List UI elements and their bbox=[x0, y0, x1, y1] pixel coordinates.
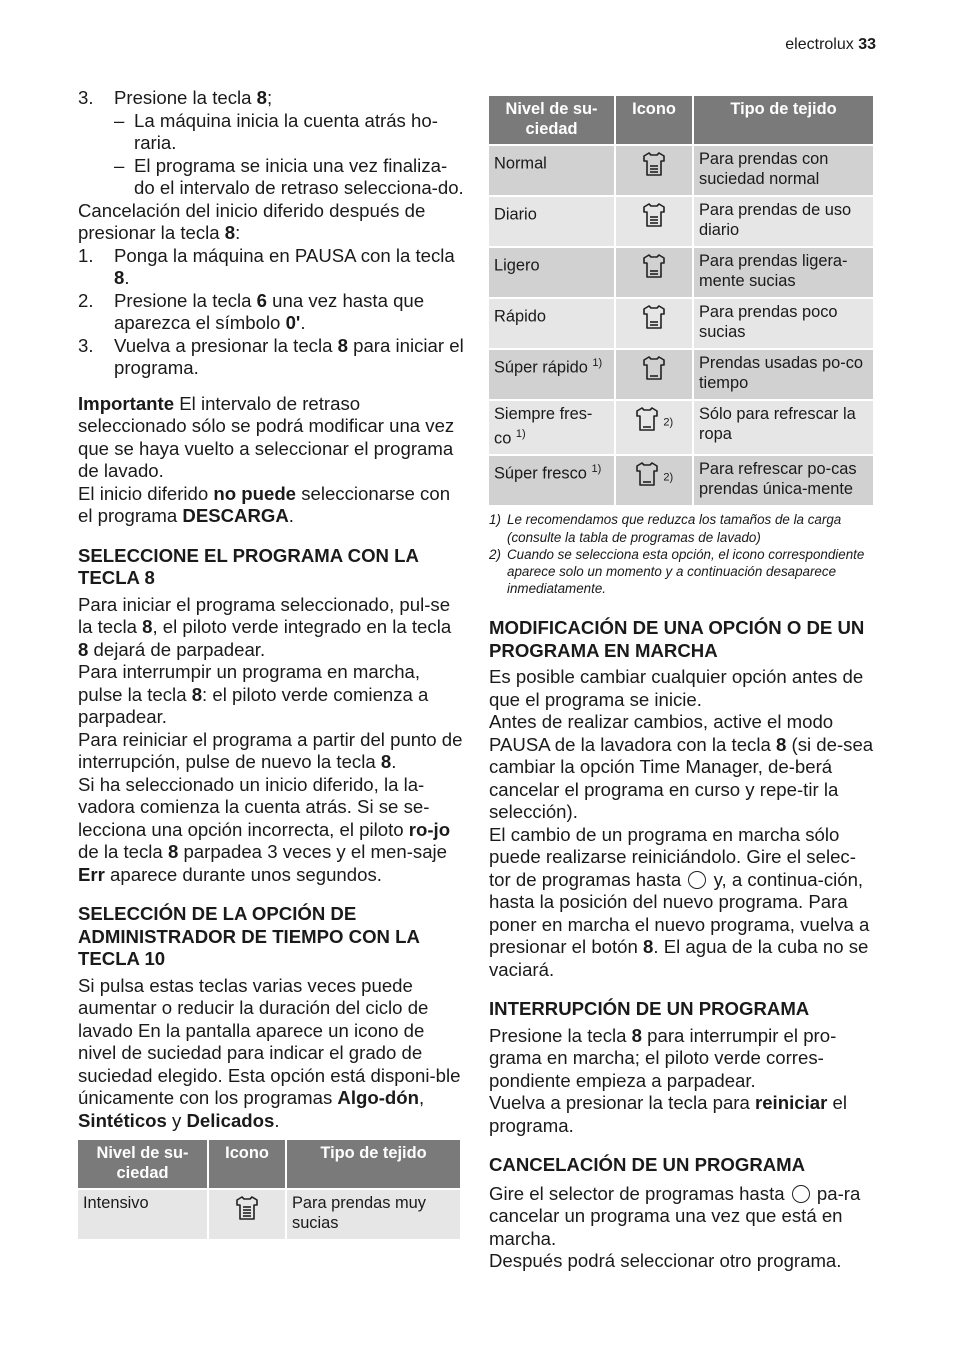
paragraph bbox=[78, 975, 464, 1133]
table-row bbox=[489, 401, 873, 456]
table-row bbox=[489, 299, 873, 350]
footnote-number: 2) bbox=[489, 546, 501, 562]
paragraph bbox=[78, 661, 464, 729]
table-row bbox=[489, 146, 873, 197]
table-row bbox=[489, 456, 873, 507]
level-text: Diario bbox=[494, 205, 537, 224]
icon-cell bbox=[616, 299, 692, 350]
text: Gire el selector de programas hasta bbox=[489, 1182, 790, 1204]
fabric-cell: Para prendas ligera-mente sucias bbox=[694, 248, 873, 299]
section-heading: SELECCIÓN DE LA OPCIÓN DE ADMINISTRADOR DE TIEMPO CON LA TECLA 10 bbox=[78, 903, 420, 969]
left-column bbox=[78, 87, 464, 1241]
text: El programa se inicia una vez finaliza-do el intervalo de retraso selecciona-do. bbox=[134, 154, 464, 198]
text: Ponga la máquina en PAUSA con la tecla bbox=[114, 244, 455, 266]
icon-cell bbox=[616, 248, 692, 299]
text: Para iniciar el programa seleccionado, pul-se la tecla bbox=[78, 593, 451, 637]
key-label: 8 bbox=[224, 222, 236, 243]
key-label: 8 bbox=[776, 733, 787, 755]
level-cell bbox=[489, 248, 614, 299]
soil-level-table bbox=[487, 96, 875, 507]
program-name: Sintéticos bbox=[78, 1109, 167, 1131]
section-heading: MODIFICACIÓN DE UNA OPCIÓN O DE UN PROGRAMA EN MARCHA bbox=[489, 617, 865, 661]
text: , el piloto verde integrado en la tecla bbox=[152, 616, 452, 637]
text: Presione la tecla bbox=[114, 289, 257, 311]
level-text: Ligero bbox=[494, 256, 540, 275]
text: Vuelva a presionar la tecla bbox=[114, 334, 338, 356]
right-column bbox=[489, 96, 877, 1273]
paragraph bbox=[78, 729, 464, 774]
icon-cell bbox=[209, 1190, 285, 1241]
footnote-ref: 2) bbox=[663, 416, 674, 429]
key-label: 8 bbox=[337, 334, 348, 356]
key-label: 8 bbox=[256, 87, 267, 108]
key-label: 8 bbox=[380, 751, 392, 772]
text: parpadea 3 veces y el men-saje bbox=[178, 841, 448, 862]
level-text: Normal bbox=[494, 154, 547, 173]
key-label: 8 bbox=[643, 936, 654, 958]
program-name: Delicados bbox=[186, 1109, 275, 1131]
key-label: 6 bbox=[256, 289, 267, 311]
footnote-ref: 1) bbox=[592, 357, 603, 369]
paragraph: Después podrá seleccionar otro programa. bbox=[489, 1250, 842, 1272]
paragraph bbox=[78, 483, 464, 528]
key-label: 8 bbox=[78, 638, 89, 660]
text: Vuelva a presionar la tecla para bbox=[489, 1092, 755, 1114]
text: Presione la tecla bbox=[114, 87, 257, 108]
off-position-icon bbox=[792, 1185, 810, 1203]
key-label: 8 bbox=[191, 683, 203, 705]
text: : el piloto verde comienza a parpadear. bbox=[78, 683, 429, 727]
text: . bbox=[124, 267, 130, 288]
table-header: Icono bbox=[209, 1140, 285, 1190]
icon-cell bbox=[616, 456, 692, 507]
paragraph bbox=[489, 824, 877, 982]
list-number: 1. bbox=[78, 244, 94, 266]
program-name: DESCARGA bbox=[182, 505, 289, 526]
table-row bbox=[489, 350, 873, 401]
level-text: Súper fresco bbox=[494, 464, 587, 483]
bold-text: no puede bbox=[213, 482, 297, 504]
section-heading: INTERRUPCIÓN DE UN PROGRAMA bbox=[489, 998, 810, 1020]
text: (si de-sea cambiar la opción Time Manager, de-berá cancelar el programa en curso y repe-tir la selección). bbox=[489, 733, 874, 823]
paragraph bbox=[489, 1025, 877, 1093]
fabric-cell: Prendas usadas po-co tiempo bbox=[694, 350, 873, 401]
important-note bbox=[78, 393, 464, 483]
text: Cancelación del inicio diferido después de presionar la tecla bbox=[78, 199, 426, 243]
text: Si ha seleccionado un inicio diferido, la la-vadora comienza la cuenta atrás. Si se se-lecciona una opción incorrecta, el piloto bbox=[78, 773, 430, 840]
level-text: Siempre fres-co bbox=[494, 405, 593, 448]
footnote-ref: 1) bbox=[591, 463, 602, 476]
page-number: 33 bbox=[858, 36, 876, 53]
list-number: 2. bbox=[78, 289, 94, 311]
text: . bbox=[300, 312, 306, 333]
text: el programa. bbox=[489, 1092, 847, 1136]
fabric-cell: Sólo para refrescar la ropa bbox=[694, 401, 873, 456]
icon-cell bbox=[616, 401, 692, 456]
icon-cell bbox=[616, 197, 692, 248]
level-text: Súper rápido bbox=[494, 358, 588, 377]
off-position-icon bbox=[688, 871, 706, 889]
footnote-ref: 1) bbox=[515, 428, 526, 440]
text: ; bbox=[266, 87, 273, 108]
shirt-1-line-icon bbox=[635, 473, 659, 491]
key-label: 8 bbox=[142, 616, 153, 637]
level-cell bbox=[489, 146, 614, 197]
footnote-number: 1) bbox=[489, 512, 501, 528]
shirt-1-line-icon bbox=[635, 418, 659, 436]
level-cell bbox=[489, 456, 614, 507]
brand-name: electrolux bbox=[785, 36, 854, 53]
paragraph bbox=[78, 774, 464, 887]
table-row bbox=[489, 248, 873, 299]
important-label: Importante bbox=[78, 392, 175, 414]
text: para interrumpir el pro-grama en marcha; el piloto verde corres-pondiente empieza a parpadear. bbox=[489, 1024, 837, 1091]
paragraph bbox=[78, 200, 464, 245]
icon-cell bbox=[616, 350, 692, 401]
list-item bbox=[78, 87, 464, 110]
fabric-cell: Para prendas de uso diario bbox=[694, 197, 873, 248]
text: El intervalo de retraso seleccionado sólo se podrá modificar una vez que se haya vuelto a seleccionar el programa de lavado. bbox=[78, 392, 455, 481]
fabric-cell: Para prendas muy sucias bbox=[287, 1190, 460, 1241]
fabric-cell: Para refrescar po-cas prendas única-mente bbox=[694, 456, 873, 507]
level-cell bbox=[489, 401, 614, 456]
sub-list-item bbox=[78, 110, 464, 155]
text: dejará de parpadear. bbox=[88, 638, 266, 660]
text: , bbox=[419, 1087, 425, 1108]
section-heading: CANCELACIÓN DE UN PROGRAMA bbox=[489, 1154, 806, 1176]
list-number: 3. bbox=[78, 87, 94, 108]
table-header: Tipo de tejido bbox=[694, 96, 873, 146]
shirt-4-lines-icon bbox=[235, 1207, 259, 1225]
text: para iniciar el programa. bbox=[114, 334, 464, 378]
level-text: Rápido bbox=[494, 307, 546, 326]
level-cell: Intensivo bbox=[78, 1190, 207, 1241]
paragraph bbox=[78, 594, 464, 662]
table-header: Nivel de su-ciedad bbox=[78, 1140, 207, 1190]
text: seleccionarse con el programa bbox=[78, 482, 451, 526]
paragraph: Es posible cambiar cualquier opción antes de que el programa se inicie. bbox=[489, 666, 864, 710]
text: . El agua de la cuba no se vaciará. bbox=[489, 936, 869, 980]
key-label: 8 bbox=[631, 1024, 642, 1046]
text: Presione la tecla bbox=[489, 1024, 632, 1046]
footnotes bbox=[489, 511, 877, 597]
level-cell bbox=[489, 197, 614, 248]
text: . bbox=[288, 505, 294, 526]
footnote bbox=[489, 511, 877, 545]
text: Para interrumpir un programa en marcha, pulse la tecla bbox=[78, 661, 421, 705]
text: : bbox=[235, 222, 241, 243]
list-item bbox=[78, 290, 464, 335]
dash: – bbox=[114, 109, 125, 131]
text: pa-ra cancelar un programa una vez que está en marcha. bbox=[489, 1182, 861, 1249]
table-row bbox=[489, 197, 873, 248]
page-header bbox=[785, 36, 876, 54]
text: y bbox=[166, 1109, 187, 1131]
footnote bbox=[489, 546, 877, 598]
footnote-ref: 2) bbox=[663, 472, 674, 484]
table-header: Nivel de su-ciedad bbox=[489, 96, 614, 146]
footnote-text: Le recomendamos que reduzca los tamaños de la carga (consulte la tabla de programas de lavado) bbox=[507, 512, 842, 545]
list-number: 3. bbox=[78, 334, 94, 356]
dash: – bbox=[114, 154, 125, 176]
text: y, a continua-ción, hasta la posición del nuevo programa. Para poner en marcha el nuevo programa, vuelva a presionar el botón bbox=[489, 868, 870, 958]
icon-cell bbox=[616, 146, 692, 197]
text: Antes de realizar cambios, active el modo PAUSA de la lavadora con la tecla bbox=[489, 711, 834, 755]
text: una vez hasta que aparezca el símbolo bbox=[114, 289, 425, 333]
text: Si pulsa estas teclas varias veces puede aumentar o reducir la duración del ciclo de lavado En la pantalla aparece un icono de nivel de suciedad para indicar el grado de suciedad elegido. Esta opción está disponi-ble únicamente con los programas bbox=[78, 974, 461, 1108]
text: aparece durante unos segundos. bbox=[104, 863, 382, 885]
paragraph bbox=[489, 1092, 877, 1137]
text: Para reiniciar el programa a partir del punto de interrupción, pulse de nuevo la tecla bbox=[78, 728, 463, 772]
symbol-label: 0' bbox=[285, 312, 301, 333]
fabric-cell: Para prendas con suciedad normal bbox=[694, 146, 873, 197]
paragraph bbox=[489, 1183, 877, 1251]
paragraph bbox=[489, 711, 877, 824]
text: El cambio de un programa en marcha sólo puede realizarse reiniciándolo. Gire el selec-tor de programas hasta bbox=[489, 823, 856, 890]
bold-text: ro-jo bbox=[408, 818, 451, 840]
error-code: Err bbox=[78, 863, 105, 885]
shirt-1-line-icon bbox=[642, 367, 666, 385]
soil-level-table-intensive bbox=[76, 1140, 462, 1241]
level-cell bbox=[489, 299, 614, 350]
text: El inicio diferido bbox=[78, 482, 214, 504]
section-heading: SELECCIONE EL PROGRAMA CON LA TECLA 8 bbox=[78, 544, 419, 588]
text: . bbox=[391, 751, 397, 772]
table-row bbox=[78, 1190, 460, 1241]
table-header: Tipo de tejido bbox=[287, 1140, 460, 1190]
bold-text: reiniciar bbox=[754, 1092, 828, 1114]
key-label: 8 bbox=[114, 267, 125, 288]
level-cell bbox=[489, 350, 614, 401]
shirt-3-lines-icon bbox=[642, 163, 666, 181]
list-item bbox=[78, 245, 464, 290]
shirt-2-lines-icon bbox=[642, 265, 666, 283]
list-item bbox=[78, 335, 464, 380]
fabric-cell: Para prendas poco sucias bbox=[694, 299, 873, 350]
footnote-text: Cuando se selecciona esta opción, el icono correspondiente aparece solo un momento y a continuación desaparece inmediatamente. bbox=[507, 546, 865, 597]
table-header: Icono bbox=[616, 96, 692, 146]
shirt-2-lines-icon bbox=[642, 316, 666, 334]
sub-list-item bbox=[78, 155, 464, 200]
shirt-3-lines-icon bbox=[642, 214, 666, 232]
key-label: 8 bbox=[167, 841, 179, 862]
text: de la tecla bbox=[78, 841, 168, 862]
text: . bbox=[274, 1109, 280, 1131]
text: La máquina inicia la cuenta atrás ho-raria. bbox=[134, 109, 438, 153]
program-name: Algo-dón bbox=[337, 1087, 419, 1108]
